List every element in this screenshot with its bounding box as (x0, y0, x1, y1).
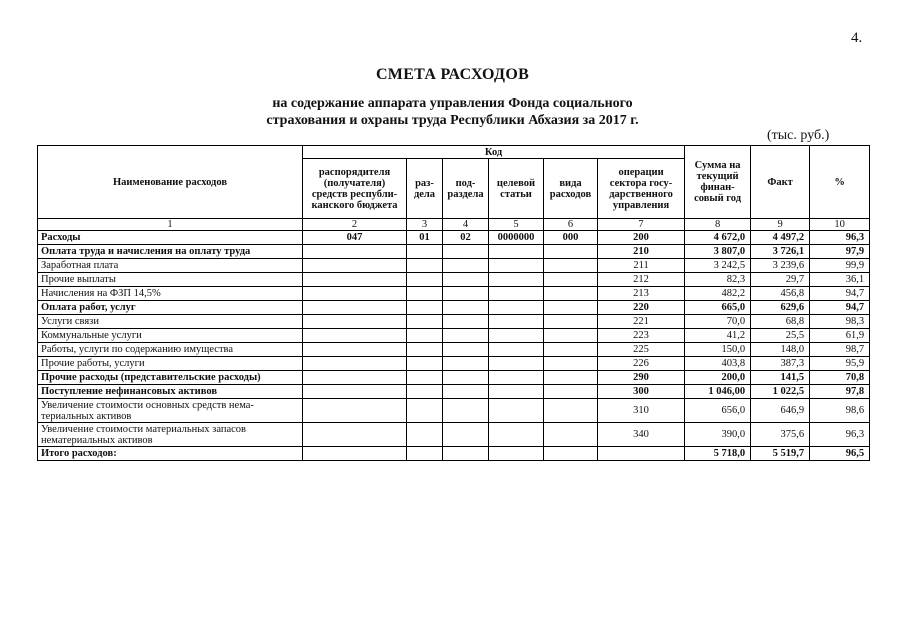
table-row (38, 371, 870, 385)
row-section (407, 399, 443, 423)
header-percent: % (810, 146, 870, 219)
row-fact: 3 239,6 (751, 259, 810, 273)
row-percent: 94,7 (810, 301, 870, 315)
table-row (38, 385, 870, 399)
row-fact: 141,5 (751, 371, 810, 385)
row-name: Увеличение стоимости материальных запасов нематериальных активов (38, 423, 303, 447)
row-sum: 390,0 (685, 423, 751, 447)
row-operation: 223 (598, 329, 685, 343)
row-fact: 1 022,5 (751, 385, 810, 399)
row-target (489, 315, 544, 329)
row-recipient (303, 343, 407, 357)
row-target (489, 371, 544, 385)
row-subsection (443, 385, 489, 399)
row-sum: 70,0 (685, 315, 751, 329)
row-recipient (303, 287, 407, 301)
row-percent: 99,9 (810, 259, 870, 273)
row-recipient (303, 399, 407, 423)
table-row (38, 273, 870, 287)
row-target: 0000000 (489, 231, 544, 245)
row-fact: 4 497,2 (751, 231, 810, 245)
row-subsection (443, 329, 489, 343)
row-sum: 200,0 (685, 371, 751, 385)
row-type (544, 371, 598, 385)
row-percent: 96,3 (810, 231, 870, 245)
table-row (38, 315, 870, 329)
row-fact: 25,5 (751, 329, 810, 343)
row-sum: 665,0 (685, 301, 751, 315)
column-number-row (38, 219, 870, 231)
row-operation: 200 (598, 231, 685, 245)
row-target (489, 287, 544, 301)
row-subsection (443, 273, 489, 287)
row-fact: 3 726,1 (751, 245, 810, 259)
row-target (489, 273, 544, 287)
row-percent: 61,9 (810, 329, 870, 343)
row-target (489, 329, 544, 343)
document-title: СМЕТА РАСХОДОВ (375, 66, 530, 83)
row-fact: 375,6 (751, 423, 810, 447)
table-row (38, 423, 870, 447)
row-type (544, 245, 598, 259)
row-subsection (443, 447, 489, 461)
row-sum: 482,2 (685, 287, 751, 301)
row-type (544, 315, 598, 329)
row-target (489, 357, 544, 371)
table-row (38, 357, 870, 371)
header-recipient: распорядителя (получателя) средств республи-канского бюджета (303, 159, 407, 219)
table-row (38, 329, 870, 343)
row-fact: 148,0 (751, 343, 810, 357)
row-sum: 150,0 (685, 343, 751, 357)
row-name: Оплата труда и начисления на оплату труда (38, 245, 303, 259)
row-operation: 213 (598, 287, 685, 301)
row-sum: 403,8 (685, 357, 751, 371)
row-fact: 387,3 (751, 357, 810, 371)
row-operation (598, 447, 685, 461)
column-number: 10 (810, 219, 870, 231)
row-sum: 41,2 (685, 329, 751, 343)
column-number: 3 (407, 219, 443, 231)
row-name: Услуги связи (38, 315, 303, 329)
row-section (407, 315, 443, 329)
row-fact: 29,7 (751, 273, 810, 287)
row-type: 000 (544, 231, 598, 245)
row-percent: 98,6 (810, 399, 870, 423)
table-row (38, 301, 870, 315)
row-recipient (303, 315, 407, 329)
column-number: 1 (38, 219, 303, 231)
row-percent: 95,9 (810, 357, 870, 371)
row-subsection (443, 315, 489, 329)
column-number: 6 (544, 219, 598, 231)
row-operation: 211 (598, 259, 685, 273)
row-section (407, 245, 443, 259)
row-type (544, 273, 598, 287)
row-type (544, 423, 598, 447)
row-sum: 1 046,00 (685, 385, 751, 399)
row-target (489, 245, 544, 259)
row-recipient (303, 447, 407, 461)
row-sum: 82,3 (685, 273, 751, 287)
table-row-total (38, 447, 870, 461)
row-type (544, 399, 598, 423)
row-operation: 290 (598, 371, 685, 385)
row-type (544, 357, 598, 371)
column-number: 5 (489, 219, 544, 231)
row-recipient: 047 (303, 231, 407, 245)
row-section (407, 329, 443, 343)
row-name: Поступление нефинансовых активов (38, 385, 303, 399)
header-code-group: Код (303, 146, 685, 159)
row-fact: 646,9 (751, 399, 810, 423)
row-name: Прочие расходы (представительские расходы) (38, 371, 303, 385)
row-section: 01 (407, 231, 443, 245)
row-percent: 96,5 (810, 447, 870, 461)
row-subsection (443, 423, 489, 447)
column-number: 8 (685, 219, 751, 231)
row-subsection (443, 371, 489, 385)
row-recipient (303, 423, 407, 447)
row-percent: 97,9 (810, 245, 870, 259)
row-operation: 226 (598, 357, 685, 371)
row-operation: 340 (598, 423, 685, 447)
row-section (407, 343, 443, 357)
row-percent: 98,7 (810, 343, 870, 357)
row-operation: 300 (598, 385, 685, 399)
row-name: Прочие выплаты (38, 273, 303, 287)
row-fact: 629,6 (751, 301, 810, 315)
row-type (544, 447, 598, 461)
row-target (489, 343, 544, 357)
row-name: Расходы (38, 231, 303, 245)
row-target (489, 301, 544, 315)
table-row-expenses (38, 231, 870, 245)
header-section: раз-дела (407, 159, 443, 219)
row-recipient (303, 385, 407, 399)
row-section (407, 259, 443, 273)
row-subsection: 02 (443, 231, 489, 245)
row-recipient (303, 245, 407, 259)
document-subtitle (0, 95, 905, 129)
row-fact: 456,8 (751, 287, 810, 301)
row-section (407, 273, 443, 287)
row-subsection (443, 287, 489, 301)
row-percent: 94,7 (810, 287, 870, 301)
row-operation: 212 (598, 273, 685, 287)
row-section (407, 357, 443, 371)
row-recipient (303, 371, 407, 385)
row-operation: 210 (598, 245, 685, 259)
row-subsection (443, 259, 489, 273)
row-name: Заработная плата (38, 259, 303, 273)
row-target (489, 259, 544, 273)
header-fact: Факт (751, 146, 810, 219)
row-name: Прочие работы, услуги (38, 357, 303, 371)
table-row (38, 245, 870, 259)
expense-estimate-table (37, 145, 870, 461)
row-sum: 656,0 (685, 399, 751, 423)
row-subsection (443, 357, 489, 371)
row-recipient (303, 301, 407, 315)
row-fact: 68,8 (751, 315, 810, 329)
row-name: Начисления на ФЗП 14,5% (38, 287, 303, 301)
row-section (407, 301, 443, 315)
row-type (544, 329, 598, 343)
header-sum: Сумма на текущий финан-совый год (685, 146, 751, 219)
header-subsection: под-раздела (443, 159, 489, 219)
row-type (544, 259, 598, 273)
row-section (407, 447, 443, 461)
row-recipient (303, 259, 407, 273)
table-row (38, 259, 870, 273)
row-subsection (443, 245, 489, 259)
row-sum: 5 718,0 (685, 447, 751, 461)
row-fact: 5 519,7 (751, 447, 810, 461)
subtitle-line-1: на содержание аппарата управления Фонда социального (272, 96, 633, 111)
row-sum: 3 242,5 (685, 259, 751, 273)
subtitle-line-2: страхования и охраны труда Республики Абхазия за 2017 г. (266, 113, 639, 128)
column-number: 9 (751, 219, 810, 231)
row-operation: 225 (598, 343, 685, 357)
row-target (489, 447, 544, 461)
row-sum: 4 672,0 (685, 231, 751, 245)
row-name: Итого расходов: (38, 447, 303, 461)
row-operation: 221 (598, 315, 685, 329)
row-recipient (303, 357, 407, 371)
row-type (544, 385, 598, 399)
table-row (38, 399, 870, 423)
row-subsection (443, 399, 489, 423)
row-operation: 310 (598, 399, 685, 423)
row-type (544, 301, 598, 315)
page-number: 4. (851, 30, 863, 46)
column-number: 7 (598, 219, 685, 231)
row-target (489, 385, 544, 399)
row-target (489, 399, 544, 423)
header-target: целевой статьи (489, 159, 544, 219)
row-name: Коммунальные услуги (38, 329, 303, 343)
row-percent: 70,8 (810, 371, 870, 385)
column-number: 4 (443, 219, 489, 231)
header-name: Наименование расходов (38, 146, 303, 219)
header-row-code-group (38, 146, 870, 159)
column-number: 2 (303, 219, 407, 231)
table-row (38, 343, 870, 357)
row-target (489, 423, 544, 447)
header-type: вида расходов (544, 159, 598, 219)
row-type (544, 343, 598, 357)
row-section (407, 423, 443, 447)
row-sum: 3 807,0 (685, 245, 751, 259)
row-recipient (303, 273, 407, 287)
row-name: Оплата работ, услуг (38, 301, 303, 315)
units-label: (тыс. руб.) (767, 128, 830, 143)
row-name: Увеличение стоимости основных средств нема-териальных активов (38, 399, 303, 423)
table-row (38, 287, 870, 301)
row-percent: 97,8 (810, 385, 870, 399)
row-section (407, 385, 443, 399)
row-section (407, 287, 443, 301)
header-operation: операции сектора госу-дарственного управления (598, 159, 685, 219)
row-section (407, 371, 443, 385)
row-percent: 98,3 (810, 315, 870, 329)
row-operation: 220 (598, 301, 685, 315)
row-recipient (303, 329, 407, 343)
row-percent: 96,3 (810, 423, 870, 447)
row-subsection (443, 343, 489, 357)
row-type (544, 287, 598, 301)
row-subsection (443, 301, 489, 315)
row-name: Работы, услуги по содержанию имущества (38, 343, 303, 357)
row-percent: 36,1 (810, 273, 870, 287)
